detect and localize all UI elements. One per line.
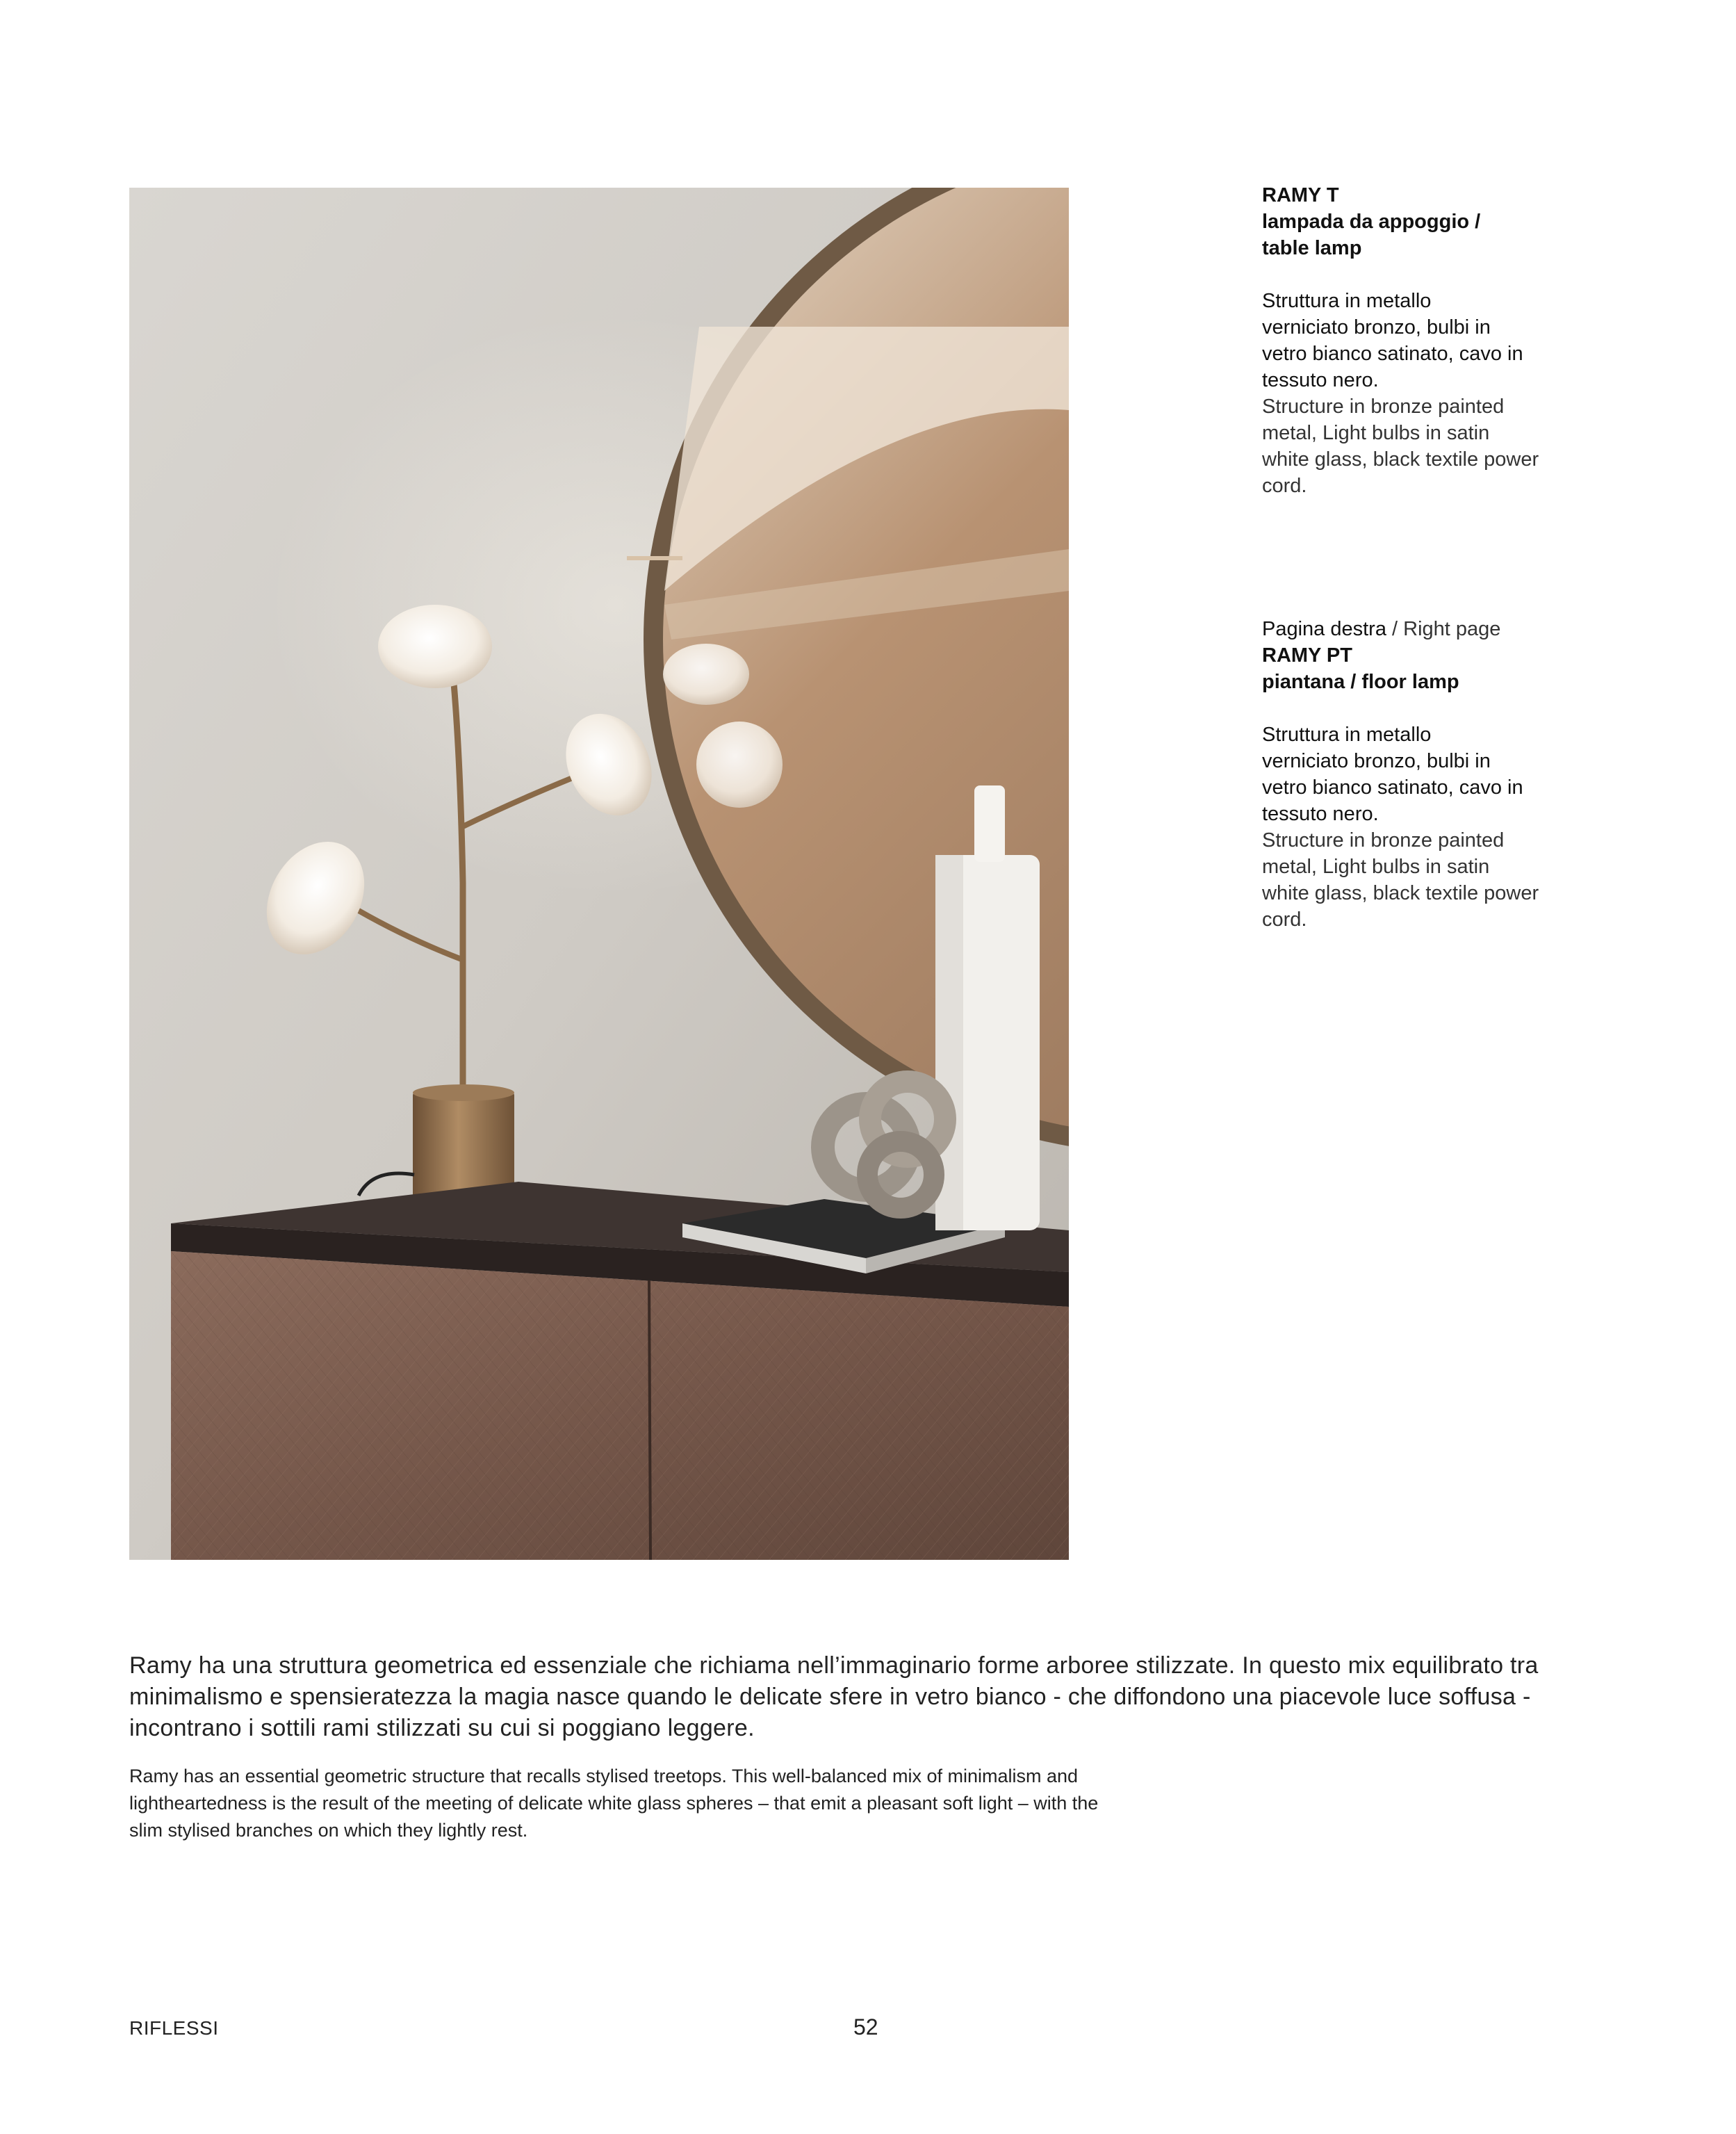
page-number: 52 [853, 2014, 878, 2039]
description-it: tessuto nero. [1262, 369, 1379, 391]
product-type: lampada da appoggio / [1262, 211, 1481, 233]
description-it: verniciato bronzo, bulbi in [1262, 750, 1491, 772]
description-it: Struttura in metallo [1262, 724, 1432, 746]
description-en: Structure in bronze painted [1262, 396, 1505, 418]
description-en: cord. [1262, 475, 1307, 497]
collection-name: RIFLESSI [129, 2017, 219, 2039]
caption-ramy-pt [1262, 616, 1568, 933]
product-type: table lamp [1262, 237, 1362, 259]
description-en: white glass, black textile power [1262, 448, 1539, 471]
product-name: RAMY T [1262, 184, 1339, 206]
description-en: Structure in bronze painted [1262, 829, 1505, 852]
intro-paragraph-en: Ramy has an essential geometric structure that recalls stylised treetops. This well-balanced mix of minimalism and lightheartedness is the result of the meeting of delicate white glass spheres – that emit a pleasant soft light – with the slim stylised branches on which they lightly rest. [129, 1766, 1099, 1841]
description-it: Struttura in metallo [1262, 290, 1432, 312]
description-en: white glass, black textile power [1262, 882, 1539, 904]
description-en: cord. [1262, 909, 1307, 931]
description-it: tessuto nero. [1262, 803, 1379, 825]
lamp-scene-illustration [129, 188, 1069, 1560]
caption-ramy-t [1262, 182, 1568, 499]
description-en: metal, Light bulbs in satin [1262, 856, 1490, 878]
intro-paragraph-it: Ramy ha una struttura geometrica ed essenziale che richiama nell’immaginario forme arboree stilizzate. In questo mix equilibrato tra minimalismo e spensieratezza la magia nasce quando le delicate sfere in vetro bianco - che diffondono una piacevole luce soffusa - incontrano i sottili rami stilizzati su cui si poggiano leggere. [129, 1652, 1539, 1741]
description-en: metal, Light bulbs in satin [1262, 422, 1490, 444]
description-it: vetro bianco satinato, cavo in [1262, 776, 1523, 799]
product-type: piantana / floor lamp [1262, 671, 1459, 693]
description-it: vetro bianco satinato, cavo in [1262, 343, 1523, 365]
product-name: RAMY PT [1262, 644, 1352, 667]
description-it: verniciato bronzo, bulbi in [1262, 316, 1491, 339]
product-photo [129, 188, 1069, 1560]
page-reference: Pagina destra / Right page [1262, 618, 1501, 640]
